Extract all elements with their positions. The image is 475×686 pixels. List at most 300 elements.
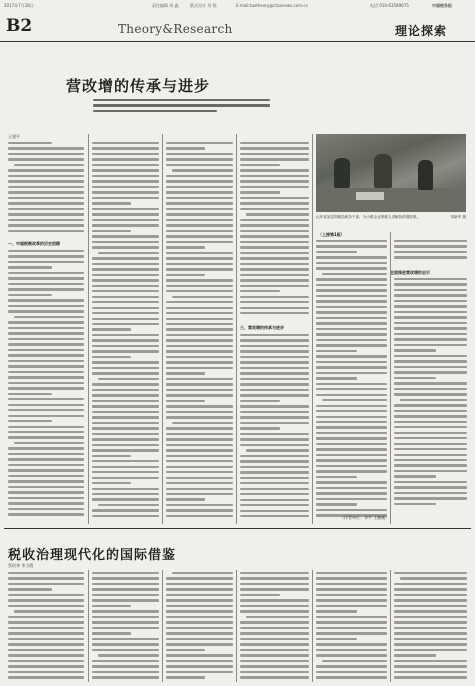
text-line [240, 477, 309, 479]
text-line [316, 470, 387, 472]
text-line [240, 632, 309, 634]
column-rule [88, 570, 89, 682]
text-line [166, 246, 205, 248]
text-line [92, 175, 159, 177]
text-line [8, 365, 84, 367]
text-line [316, 426, 387, 428]
issue-date: 2017年7月28日 [4, 3, 34, 8]
text-line [240, 345, 309, 347]
text-line [8, 497, 84, 499]
text-line [92, 334, 159, 336]
text-line [316, 448, 387, 450]
text-line [166, 665, 233, 667]
article-body-column [8, 250, 84, 522]
text-line [92, 515, 159, 517]
text-line [166, 350, 233, 352]
text-line [8, 180, 84, 182]
text-line [394, 344, 467, 346]
text-line [166, 158, 233, 160]
text-line [240, 164, 280, 166]
text-line [240, 301, 309, 303]
text-line [316, 295, 387, 297]
text-line [394, 305, 467, 307]
text-line [240, 665, 309, 667]
text-line [166, 616, 233, 618]
article-body-column [166, 142, 233, 522]
text-line [8, 338, 84, 340]
text-line [92, 169, 159, 171]
text-line [166, 599, 233, 601]
text-line [240, 577, 309, 579]
text-line [316, 577, 387, 579]
text-line [240, 252, 309, 254]
text-line [240, 268, 309, 270]
text-line [240, 153, 309, 155]
text-line [240, 504, 309, 506]
text-line [394, 486, 467, 488]
text-line [394, 588, 467, 590]
text-line [8, 513, 84, 515]
text-line [8, 627, 84, 629]
text-line [92, 290, 159, 292]
text-line [394, 415, 467, 417]
text-line [92, 389, 159, 391]
text-line [92, 339, 159, 341]
text-line [92, 312, 159, 314]
text-line [92, 498, 159, 500]
text-line [240, 488, 309, 490]
text-line [240, 367, 309, 369]
text-line [240, 180, 309, 182]
text-line [316, 583, 387, 585]
text-line [92, 318, 159, 320]
article-body-column [240, 142, 309, 320]
text-line [166, 676, 205, 678]
text-line [92, 632, 131, 634]
text-line [240, 638, 309, 640]
column-rule [312, 570, 313, 682]
text-line [8, 486, 84, 488]
text-line [8, 676, 84, 678]
text-line [8, 426, 84, 428]
text-line [8, 354, 84, 356]
text-line [166, 416, 233, 418]
text-line [8, 599, 84, 601]
text-line [8, 577, 84, 579]
text-line [8, 480, 84, 482]
text-line [240, 605, 309, 607]
text-line [240, 671, 309, 673]
text-line [8, 420, 52, 422]
text-line [394, 671, 467, 673]
text-line [92, 153, 159, 155]
text-line [8, 671, 84, 673]
text-line [240, 621, 309, 623]
text-line [240, 186, 309, 188]
text-line [92, 257, 159, 259]
text-line [316, 676, 387, 678]
text-line [172, 296, 233, 298]
text-line [92, 158, 159, 160]
text-line [92, 323, 159, 325]
text-line [166, 632, 233, 634]
text-line [394, 470, 467, 472]
text-line [166, 577, 233, 579]
column-rule [236, 134, 237, 524]
text-line [8, 415, 84, 417]
section-subhead-1: 一、中国税制改革的历史回顾 [8, 241, 60, 246]
author-note: （作者单位：李平 王鹏鹏） [340, 515, 390, 520]
text-line [92, 246, 159, 248]
text-line [166, 147, 205, 149]
text-line [92, 263, 159, 265]
text-line [394, 300, 467, 302]
text-line [166, 164, 233, 166]
page-header-bar [0, 0, 475, 10]
text-line [8, 153, 84, 155]
text-line [240, 654, 309, 656]
text-line [8, 343, 84, 345]
text-line [316, 245, 387, 247]
text-line [92, 268, 159, 270]
text-line [166, 378, 233, 380]
text-line [316, 588, 387, 590]
text-line [98, 504, 159, 506]
text-line [166, 312, 233, 314]
text-line [8, 572, 84, 574]
text-line [394, 621, 467, 623]
text-line [166, 153, 233, 155]
text-line [240, 676, 309, 678]
text-line [240, 339, 309, 341]
text-line [394, 338, 467, 340]
text-line [8, 169, 84, 171]
text-line [8, 447, 84, 449]
text-line [394, 503, 436, 505]
text-line [98, 378, 159, 380]
text-line [166, 285, 233, 287]
text-line [166, 477, 233, 479]
column-rule [236, 570, 237, 682]
designer-credit: 版式设计 刘 翔 [190, 3, 217, 8]
text-line [246, 616, 309, 618]
text-line [166, 638, 233, 640]
text-line [394, 360, 467, 362]
text-line [394, 245, 467, 247]
text-line [240, 594, 280, 596]
text-line [240, 627, 309, 629]
text-line [8, 594, 84, 596]
text-line [240, 241, 309, 243]
text-line [394, 676, 467, 678]
text-line [394, 388, 467, 390]
text-line [8, 175, 84, 177]
contact-email[interactable]: E-mail:taxtheory@ctaxnews.com.cn [236, 3, 309, 8]
text-line [166, 356, 233, 358]
text-line [92, 164, 159, 166]
text-line [92, 509, 159, 511]
text-line [8, 230, 84, 232]
text-line [166, 671, 233, 673]
text-line [246, 449, 309, 451]
text-line [240, 460, 309, 462]
article-2-body-column [166, 572, 233, 682]
column-rule [88, 134, 89, 524]
article-2-headline: 税收治理现代化的国际借鉴 [8, 548, 177, 563]
text-line [166, 290, 233, 292]
continued-marker: （上接第1版） [318, 232, 345, 237]
masthead [0, 10, 475, 42]
text-line [394, 437, 467, 439]
text-line [92, 241, 159, 243]
text-line [166, 252, 233, 254]
text-line [166, 208, 233, 210]
text-line [8, 502, 84, 504]
text-line [166, 367, 233, 369]
text-line [394, 349, 436, 351]
text-line [166, 361, 233, 363]
text-line [166, 509, 233, 511]
text-line [8, 638, 84, 640]
column-rule [162, 570, 163, 682]
text-line [166, 263, 233, 265]
text-line [92, 296, 159, 298]
text-line [8, 327, 84, 329]
text-line [316, 388, 387, 390]
text-line [394, 322, 467, 324]
text-line [316, 572, 387, 574]
text-line [240, 510, 309, 512]
text-line [394, 355, 467, 357]
text-line [92, 438, 159, 440]
text-line [394, 404, 467, 406]
text-line [400, 399, 467, 401]
text-line [316, 361, 387, 363]
text-line [394, 665, 467, 667]
section-subhead-3: 全面推进营改增的启示 [390, 270, 430, 275]
text-line [92, 427, 159, 429]
text-line [92, 599, 159, 601]
text-line [14, 442, 84, 444]
text-line [166, 186, 233, 188]
text-line [8, 491, 84, 493]
text-line [92, 186, 159, 188]
text-line [240, 208, 309, 210]
text-line [394, 443, 467, 445]
text-line [166, 241, 233, 243]
text-line [316, 240, 387, 242]
section-subhead-2: 三、营改增的传承与进步 [240, 325, 284, 330]
text-line [240, 455, 309, 457]
text-line [92, 224, 159, 226]
text-line [316, 509, 387, 511]
text-line [240, 466, 309, 468]
text-line [316, 366, 387, 368]
text-line [394, 459, 467, 461]
text-line [240, 158, 309, 160]
text-line [240, 219, 309, 221]
text-line [8, 186, 84, 188]
text-line [8, 508, 84, 510]
text-line [92, 279, 159, 281]
text-line [8, 398, 84, 400]
text-line [240, 416, 309, 418]
text-line [166, 345, 233, 347]
text-line [8, 382, 84, 384]
text-line [394, 311, 467, 313]
text-line [316, 627, 387, 629]
text-line [316, 322, 387, 324]
text-line [166, 213, 233, 215]
text-line [8, 208, 84, 210]
text-line [8, 158, 84, 160]
article-photo [316, 134, 466, 212]
photo-caption-text: 山东省某县国税局税务干部，为小微企业纳税人讲解营改增政策。 [316, 215, 421, 219]
article-2-body-column [394, 572, 467, 682]
article-body-column [394, 240, 467, 266]
text-line [166, 455, 233, 457]
text-line [240, 482, 309, 484]
text-line [240, 274, 309, 276]
text-line [166, 279, 233, 281]
text-line [394, 283, 467, 285]
text-line [8, 458, 84, 460]
text-line [316, 599, 387, 601]
text-line [322, 273, 387, 275]
text-line [240, 290, 280, 292]
text-line [394, 371, 467, 373]
text-line [92, 422, 159, 424]
text-line [92, 594, 159, 596]
text-line [240, 471, 309, 473]
text-line [240, 224, 309, 226]
text-line [316, 476, 357, 478]
text-line [394, 316, 467, 318]
text-line [8, 261, 84, 263]
text-line [166, 493, 233, 495]
column-rule [312, 134, 313, 524]
article-2-byline: 蔡培华 李卫霞 [8, 563, 34, 568]
text-line [240, 147, 309, 149]
text-line [240, 378, 309, 380]
text-line [166, 649, 205, 651]
text-line [92, 405, 159, 407]
article-2-body-column [240, 572, 309, 682]
text-line [240, 312, 309, 314]
text-line [316, 394, 387, 396]
text-line [14, 164, 84, 166]
text-line [166, 411, 233, 413]
text-line [240, 246, 309, 248]
text-line [394, 594, 467, 596]
text-line [240, 383, 309, 385]
text-line [8, 436, 84, 438]
text-line [14, 316, 84, 318]
text-line [394, 393, 467, 395]
text-line [240, 350, 309, 352]
text-line [8, 387, 84, 389]
text-line [316, 306, 387, 308]
text-line [316, 487, 387, 489]
section-title-en: Theory&Research [118, 22, 233, 36]
text-line [316, 459, 387, 461]
text-line [92, 416, 159, 418]
text-line [166, 328, 233, 330]
text-line [316, 405, 387, 407]
text-line [240, 356, 309, 358]
text-line [394, 382, 467, 384]
text-line [92, 361, 159, 363]
text-line [92, 356, 131, 358]
text-line [166, 466, 233, 468]
text-line [316, 355, 387, 357]
text-line [316, 256, 387, 258]
page-number: B2 [6, 16, 33, 36]
text-line [166, 307, 233, 309]
text-line [8, 431, 84, 433]
text-line [240, 433, 309, 435]
text-line [92, 219, 159, 221]
article-divider [4, 528, 471, 529]
text-line [92, 621, 159, 623]
text-line [240, 588, 309, 590]
text-line [240, 197, 309, 199]
text-line [166, 627, 233, 629]
text-line [394, 278, 467, 280]
text-line [172, 169, 233, 171]
text-line [240, 515, 309, 517]
text-line [8, 288, 84, 290]
text-line [92, 572, 159, 574]
text-line [394, 572, 467, 574]
text-line [8, 142, 52, 144]
text-line [166, 405, 233, 407]
text-line [8, 409, 84, 411]
text-line [166, 383, 233, 385]
text-line [240, 438, 309, 440]
text-line [8, 224, 84, 226]
text-line [166, 180, 233, 182]
text-line [394, 289, 467, 291]
text-line [92, 235, 159, 237]
text-line [240, 307, 309, 309]
text-line [92, 394, 159, 396]
text-line [316, 671, 387, 673]
text-line [166, 433, 233, 435]
text-line [394, 333, 467, 335]
text-line [394, 256, 467, 258]
text-line [316, 632, 387, 634]
text-line [316, 311, 387, 313]
text-line [394, 632, 467, 634]
text-line [316, 284, 387, 286]
text-line [240, 285, 309, 287]
text-line [92, 449, 159, 451]
text-line [166, 219, 233, 221]
text-line [166, 515, 233, 517]
article-body-column [240, 334, 309, 522]
text-line [8, 202, 84, 204]
text-line [8, 294, 52, 296]
text-line [316, 616, 387, 618]
text-line [92, 180, 159, 182]
text-line [166, 643, 233, 645]
text-line [166, 389, 233, 391]
text-line [166, 605, 233, 607]
text-line [240, 599, 309, 601]
text-line [240, 389, 309, 391]
text-line [394, 432, 467, 434]
